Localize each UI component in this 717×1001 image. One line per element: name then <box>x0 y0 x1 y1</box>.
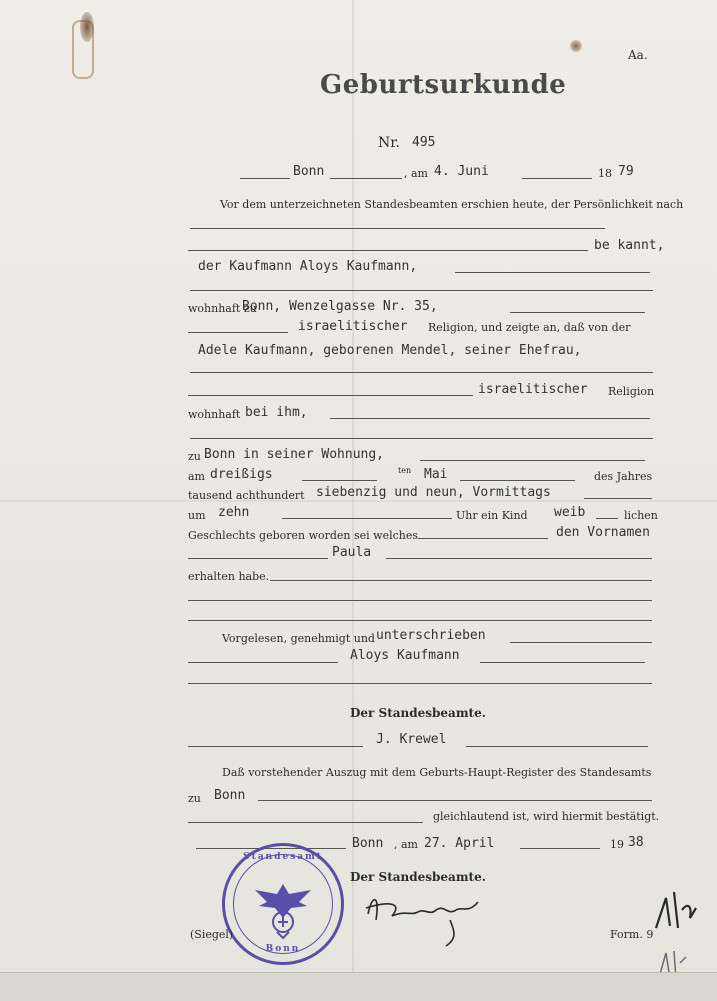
birth-month: Mai <box>424 467 448 482</box>
fill-line <box>190 290 653 291</box>
fill-line <box>584 498 652 499</box>
intro-text: Vor dem unterzeichneten Standesbeamten erschien heute, der Persönlichkeit nach <box>220 198 684 211</box>
fill-line <box>188 746 363 747</box>
registration-year: 79 <box>618 164 634 179</box>
fill-line <box>190 372 653 373</box>
official-seal-stamp <box>222 843 344 965</box>
am-label-2: , am <box>394 838 418 851</box>
zu-label: zu <box>188 450 201 463</box>
official-name: J. Krewel <box>376 732 447 747</box>
fill-line <box>190 228 605 229</box>
fill-line <box>520 848 600 849</box>
signer-name: Aloys Kaufmann <box>350 648 460 663</box>
mother-residence: bei ihm, <box>245 405 308 420</box>
birth-day: dreißigs <box>210 467 273 482</box>
year-prefix: 18 <box>598 167 612 180</box>
handwritten-signature <box>362 890 492 950</box>
extract-statement: Daß vorstehender Auszug mit dem Geburts-Haupt-Register des Standesamts <box>222 766 652 779</box>
am-label: am <box>188 470 205 483</box>
document-title: Geburtsurkunde <box>320 70 567 100</box>
handwritten-initials <box>652 888 700 936</box>
number-label: Nr. <box>378 135 400 151</box>
erhalten-text: erhalten habe. <box>188 570 270 583</box>
fill-line <box>270 580 652 581</box>
uhr-ein-kind-label: Uhr ein Kind <box>456 509 528 522</box>
stamp-top-text: Standesamt <box>243 852 323 862</box>
fill-line <box>386 558 652 559</box>
fill-line <box>330 418 650 419</box>
rust-stain <box>570 40 582 52</box>
am-label: , am <box>404 167 428 180</box>
child-sex: weib <box>554 505 586 520</box>
issue-place: Bonn <box>352 836 384 851</box>
fill-line <box>418 538 548 539</box>
ten-suffix: ten <box>398 466 412 475</box>
declarant-address: Bonn, Wenzelgasse Nr. 35, <box>242 299 438 314</box>
fill-line <box>188 395 473 396</box>
tausend-label: tausend achthundert <box>188 489 305 502</box>
form-number: Form. 9 <box>610 928 654 941</box>
fill-line <box>188 332 288 333</box>
reference-mark: Aa. <box>628 48 648 62</box>
religion-statement: Religion, und zeigte an, daß von der <box>428 321 631 334</box>
fill-line <box>240 178 290 179</box>
fill-line <box>455 272 650 273</box>
fill-line <box>188 822 423 823</box>
fill-line <box>188 683 652 684</box>
declarant-name: der Kaufmann Aloys Kaufmann, <box>198 259 418 274</box>
fill-line <box>282 518 452 519</box>
mother-name: Adele Kaufmann, geborenen Mendel, seiner Ehefrau, <box>198 343 582 358</box>
birth-hour: zehn <box>218 505 250 520</box>
fill-line <box>188 620 652 621</box>
fill-line <box>258 800 652 801</box>
registry-office-place: Bonn <box>214 788 246 803</box>
fill-line <box>302 480 377 481</box>
fill-line <box>188 662 338 663</box>
fill-line <box>480 662 645 663</box>
fill-line <box>510 642 652 643</box>
fill-line <box>510 312 645 313</box>
certificate-number: 495 <box>412 135 436 150</box>
fill-line <box>420 460 645 461</box>
lichen-suffix: lichen <box>624 509 658 522</box>
religion-label: Religion <box>608 385 655 398</box>
year-prefix-2: 19 <box>610 838 624 851</box>
fill-line <box>330 178 402 179</box>
des-jahres-label: des Jahres <box>594 470 653 483</box>
wohnhaft-label: wohnhaft <box>188 408 241 421</box>
fill-line <box>466 746 648 747</box>
official-heading-2: Der Standesbeamte. <box>350 870 486 884</box>
issue-date: 27. April <box>424 836 495 851</box>
fill-line <box>188 558 328 559</box>
fill-line <box>460 480 575 481</box>
fill-line <box>522 178 592 179</box>
zu-label-2: zu <box>188 792 201 805</box>
um-label: um <box>188 509 206 522</box>
geschlechts-text: Geschlechts geboren worden sei welches <box>188 529 419 542</box>
mother-religion: israelitischer <box>478 382 588 397</box>
backing-sheet-edge <box>0 972 717 1001</box>
stamp-bottom-text: Bonn <box>265 944 301 954</box>
issue-year: 38 <box>628 835 644 850</box>
fill-line <box>188 600 652 601</box>
registration-place: Bonn <box>293 164 325 179</box>
seal-label: (Siegel) <box>190 928 234 941</box>
bekannt-text: be kannt, <box>594 238 665 253</box>
official-heading-1: Der Standesbeamte. <box>350 706 486 720</box>
birth-place: Bonn in seiner Wohnung, <box>204 447 385 462</box>
wohnhaft-zu-label: wohnhaft zu <box>188 302 257 315</box>
child-given-name: Paula <box>332 545 372 560</box>
unterschrieben-text: unterschrieben <box>376 628 486 643</box>
declarant-religion: israelitischer <box>298 319 408 334</box>
fill-line <box>188 250 588 251</box>
registration-date: 4. Juni <box>434 164 489 179</box>
fill-line <box>190 438 653 439</box>
confirmation-text: gleichlautend ist, wird hiermit bestätigt. <box>433 810 660 823</box>
vorgelesen-text: Vorgelesen, genehmigt und <box>222 632 375 645</box>
rust-stain <box>80 12 94 42</box>
fill-line <box>596 518 618 519</box>
birth-year-words: siebenzig und neun, Vormittags <box>316 485 551 500</box>
den-label: den Vornamen <box>556 525 650 540</box>
